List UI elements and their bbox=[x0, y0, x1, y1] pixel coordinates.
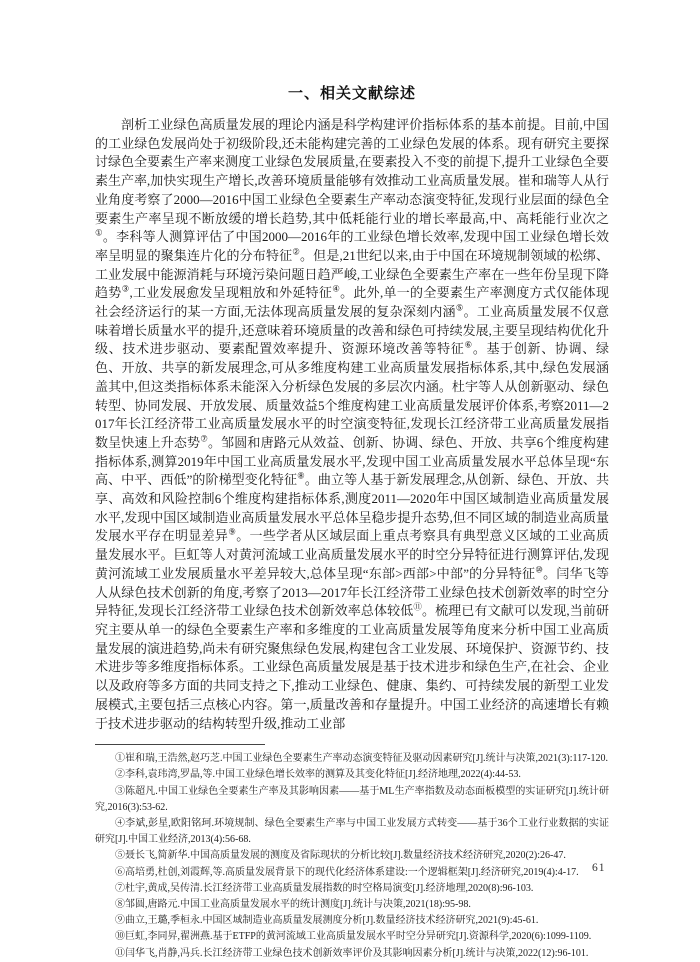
footnote-item: ⑨曲立,王璐,季桓永.中国区域制造业高质量发展测度分析[J].数量经济技术经济研究,2021(9):45-61. bbox=[115, 915, 539, 927]
page-number: 61 bbox=[592, 862, 606, 874]
section-heading: 一、相关文献综述 bbox=[287, 85, 416, 102]
footnote-item: ⑪闫华飞,肖静,冯兵.长江经济带工业绿色技术创新效率评价及其影响因素分析[J].统计与决策,2022(12):96-101. bbox=[115, 947, 589, 959]
footnote-item: ④李斌,彭星,欧阳铭珂.环境规制、绿色全要素生产率与中国工业发展方式转变——基于36个工业行业数据的实证研究[J].中国工业经济,2013(4):56-68. bbox=[95, 818, 609, 846]
footnote-item: ③陈超凡.中国工业绿色全要素生产率及其影响因素——基于ML生产率指数及动态面板模型的实证研究[J].统计研究,2016(3):53-62. bbox=[95, 785, 609, 813]
footnote-marker: ⑥ bbox=[464, 340, 473, 351]
footnote-marker: ③ bbox=[121, 284, 130, 294]
footnote-marker: ② bbox=[292, 246, 301, 257]
footnotes-list bbox=[95, 751, 609, 962]
footnote-item: ⑤聂长飞,简新华.中国高质量发展的测度及省际现状的分析比较[J].数量经济技术经济研究,2020(2):26-47. bbox=[115, 850, 566, 862]
footnote-item: ②李科,袁玮湾,罗晶,等.中国工业绿色增长效率的测算及其变化特征[J].经济地理,2022(4):44-53. bbox=[115, 769, 521, 781]
footnote-marker: ⑤ bbox=[455, 302, 464, 313]
footnote-item: ⑥高培勇,杜创,刘霞辉,等.高质量发展背景下的现代化经济体系建设:一个逻辑框架[J].经济研究,2019(4):4-17. bbox=[115, 866, 579, 878]
footnote-marker: ⑪ bbox=[413, 601, 422, 612]
footnote-item: ⑦杜宇,黄成,吴传清.长江经济带工业高质量发展指数的时空格局演变[J].经济地理,2020(8):96-103. bbox=[115, 882, 534, 894]
footnote-marker: ① bbox=[95, 227, 103, 238]
footnote-item: ⑩巨虹,李同昇,翟洲燕.基于ETFP的黄河流域工业高质量发展水平时空分异研究[J].资源科学,2020(6):1099-1109. bbox=[115, 931, 592, 943]
footnote-marker: ⑦ bbox=[200, 433, 208, 444]
footnote-marker: ⑧ bbox=[297, 471, 305, 482]
page-content bbox=[95, 82, 609, 962]
footnote-separator bbox=[95, 744, 265, 745]
footnote-marker: ⑨ bbox=[228, 527, 237, 538]
footnote-item: ①崔和瑞,王浩然,赵巧芝.中国工业绿色全要素生产率动态演变特征及驱动因素研究[J].统计与决策,2021(3):117-120. bbox=[115, 753, 608, 765]
footnote-item: ⑧邹圆,唐路元.中国工业高质量发展水平的统计测度[J].统计与决策,2021(18):95-98. bbox=[115, 899, 471, 911]
footnote-marker: ④ bbox=[332, 284, 341, 294]
body-paragraph: 剖析工业绿色高质量发展的理论内涵是科学构建评价指标体系的基本前提。目前,中国的工业绿色发展尚处于初级阶段,还未能构建完善的工业绿色发展的体系。现有研究主要探讨绿色全要素生产率来测度工业绿色发展质量,在要素投入不变的前提下,提升工业绿色全要素生产率,加快实现生产增长,改善环境质量能够有效推动工业高质量发展。崔和瑞等人从行业角度考察了2000—2016中国工业绿色全要素生产率动态演变特征,发现行业层面的绿色全要素生产率呈现不断放缓的增长趋势,其中低耗能行业的增长率最高,中、高耗能行业次之①。李科等人测算评估了中国2000—2016年的工业绿色增长效率,发现中国工业绿色增长效率呈明显的聚集连片化的分布特征②。但是,21世纪以来,由于中国在环境规制领域的松绑、工业发展中能源消耗与环境污染问题日趋严峻,工业绿色全要素生产率在一些年份呈现下降趋势③,工业发展愈发呈现粗放和外延特征④。此外,单一的全要素生产率测度方式仅能体现社会经济运行的某一方面,无法体现高质量发展的复杂深刻内涵⑤。工业高质量发展不仅意味着增长质量水平的提升,还意味着环境质量的改善和绿色可持续发展,主要呈现结构优化升级、技术进步驱动、要素配置效率提升、资源环境改善等特征⑥。基于创新、协调、绿色、开放、共享的新发展理念,可从多维度构建工业高质量发展指标体系,其中,绿色发展涵盖其中,但这类指标体系未能深入分析绿色发展的多层次内涵。杜宇等人从创新驱动、绿色转型、协同发展、开放发展、质量效益5个维度构建工业高质量发展评价体系,考察2011—2017年长江经济带工业高质量发展水平的时空演变特征,发现长江经济带工业高质量发展指数呈快速上升态势⑦。邹圆和唐路元从效益、创新、协调、绿色、开放、共享6个维度构建指标体系,测算2019年中国工业高质量发展水平,发现中国工业高质量发展水平总体呈现“东高、中平、西低”的阶梯型变化特征⑧。曲立等人基于新发展理念,从创新、绿色、开放、共享、高效和风险控制6个维度构建指标体系,测度2011—2020年中国区域制造业高质量发展水平,发现中国区域制造业高质量发展水平总体呈稳步提升态势,但不同区域的制造业高质量发展水平存在明显差异⑨。一些学者从区域层面上重点考察具有典型意义区域的工业高质量发展水平。巨虹等人对黄河流域工业高质量发展水平的时空分异特征进行测算评估,发现黄河流域工业发展质量水平差异较大,总体呈现“东部>西部>中部”的分异特征⑩。闫华飞等人从绿色技术创新的角度,考察了2013—2017年长江经济带工业绿色技术创新效率的时空分异特征,发现长江经济带工业绿色技术创新效率总体较低⑪。梳理已有文献可以发现,当前研究主要从单一的绿色全要素生产率和多维度的工业高质量发展等角度来分析中国工业高质量发展的演进趋势,尚未有研究聚焦绿色发展,构建包含工业发展、环境保护、资源节约、技术进步等多维度指标体系。工业绿色高质量发展是基于技术进步和绿色生产,在社会、企业以及政府等多方面的共同支持之下,推动工业绿色、健康、集约、可持续发展的新型工业发展模式,主要包括三点核心内容。第一,质量改善和存量提升。中国工业经济的高速增长有赖于技术进步驱动的结构转型升级,推动工业部 bbox=[95, 117, 609, 731]
footnote-marker: ⑩ bbox=[535, 564, 544, 575]
